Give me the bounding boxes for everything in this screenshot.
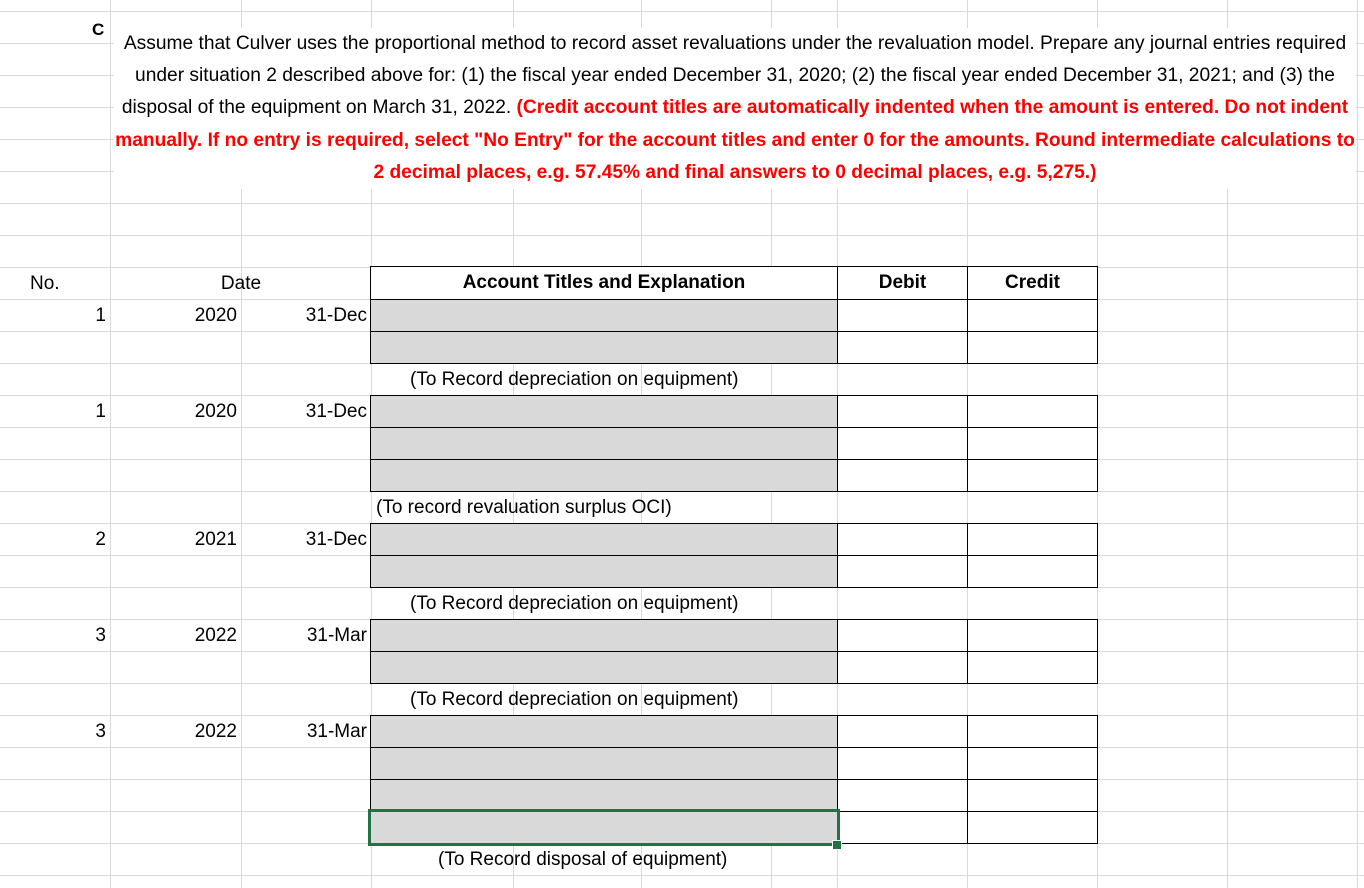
entry-no: 1: [95, 401, 106, 422]
entry-year: 2020: [194, 401, 237, 422]
entry-no: 3: [95, 721, 106, 742]
debit-input[interactable]: [837, 747, 968, 780]
instructions-red: (Credit account titles are automatically indented when the amount is entered. Do not indent manually. If no entry is required, select "No Entry" for the account titles and enter 0 for the amounts. Round intermediate calculations to 2 decimal places, e.g. 57.45% and final answers to 0 decimal places, e.g. 5,275.): [115, 97, 1355, 183]
entry-explanation: (To Record disposal of equipment): [438, 849, 728, 870]
entry-year: 2020: [194, 305, 237, 326]
credit-input[interactable]: [967, 427, 1098, 460]
credit-input[interactable]: [967, 299, 1098, 332]
debit-input[interactable]: [837, 427, 968, 460]
entry-no: 3: [95, 625, 106, 646]
debit-input[interactable]: [837, 715, 968, 748]
header-no: No.: [30, 273, 60, 294]
credit-input[interactable]: [967, 555, 1098, 588]
header-debit: Debit: [878, 272, 927, 293]
debit-input[interactable]: [837, 299, 968, 332]
account-title-input[interactable]: [370, 331, 838, 364]
account-title-input[interactable]: [370, 299, 838, 332]
debit-input[interactable]: [837, 811, 968, 844]
fill-handle[interactable]: [832, 840, 842, 850]
credit-input[interactable]: [967, 811, 1098, 844]
entry-year: 2021: [194, 529, 237, 550]
debit-input[interactable]: [837, 651, 968, 684]
entry-date: 31-Dec: [305, 401, 367, 422]
header-account: Account Titles and Explanation: [462, 272, 746, 293]
account-title-input[interactable]: [370, 747, 838, 780]
entry-date: 31-Mar: [306, 625, 367, 646]
account-title-input[interactable]: [370, 523, 838, 556]
account-title-input[interactable]: [370, 555, 838, 588]
debit-header-cell: [837, 266, 968, 300]
debit-input[interactable]: [837, 459, 968, 492]
header-credit: Credit: [1005, 272, 1060, 293]
entry-explanation: (To record revaluation surplus OCI): [376, 497, 672, 518]
account-title-input[interactable]: [370, 651, 838, 684]
instructions-normal: Assume that Culver uses the proportional method to record asset revaluations under the revaluation model. Prepare any journal entries required under situation 2 described above for: (1) the fiscal year ended December 31, 2020; (2) the fiscal year ended December 31, 2021; and (3) the disposal of the equipment on March 31, 2022.: [121, 33, 1347, 119]
credit-input[interactable]: [967, 331, 1098, 364]
entry-explanation: (To Record depreciation on equipment): [410, 689, 739, 710]
entry-year: 2022: [194, 625, 237, 646]
credit-input[interactable]: [967, 779, 1098, 812]
account-title-input[interactable]: [370, 619, 838, 652]
entry-date: 31-Dec: [305, 529, 367, 550]
instructions-text: [114, 28, 1356, 189]
account-title-input[interactable]: [370, 779, 838, 812]
account-title-input[interactable]: [370, 715, 838, 748]
entry-explanation: (To Record depreciation on equipment): [410, 593, 739, 614]
entry-no: 2: [95, 529, 106, 550]
credit-header-cell: [967, 266, 1098, 300]
selected-cell-border[interactable]: [368, 809, 840, 846]
debit-input[interactable]: [837, 395, 968, 428]
account-header-cell: [370, 266, 838, 300]
account-title-input[interactable]: [370, 459, 838, 492]
credit-input[interactable]: [967, 651, 1098, 684]
credit-input[interactable]: [967, 619, 1098, 652]
debit-input[interactable]: [837, 331, 968, 364]
entry-date: 31-Mar: [306, 721, 367, 742]
debit-input[interactable]: [837, 779, 968, 812]
debit-input[interactable]: [837, 555, 968, 588]
entry-explanation: (To Record depreciation on equipment): [410, 369, 739, 390]
credit-input[interactable]: [967, 523, 1098, 556]
account-title-input[interactable]: [370, 427, 838, 460]
credit-input[interactable]: [967, 459, 1098, 492]
credit-input[interactable]: [967, 395, 1098, 428]
account-title-input[interactable]: [370, 395, 838, 428]
debit-input[interactable]: [837, 619, 968, 652]
header-date: Date: [220, 273, 262, 294]
entry-year: 2022: [194, 721, 237, 742]
part-label: C: [92, 20, 105, 39]
debit-input[interactable]: [837, 523, 968, 556]
entry-no: 1: [95, 305, 106, 326]
credit-input[interactable]: [967, 747, 1098, 780]
credit-input[interactable]: [967, 715, 1098, 748]
entry-date: 31-Dec: [305, 305, 367, 326]
